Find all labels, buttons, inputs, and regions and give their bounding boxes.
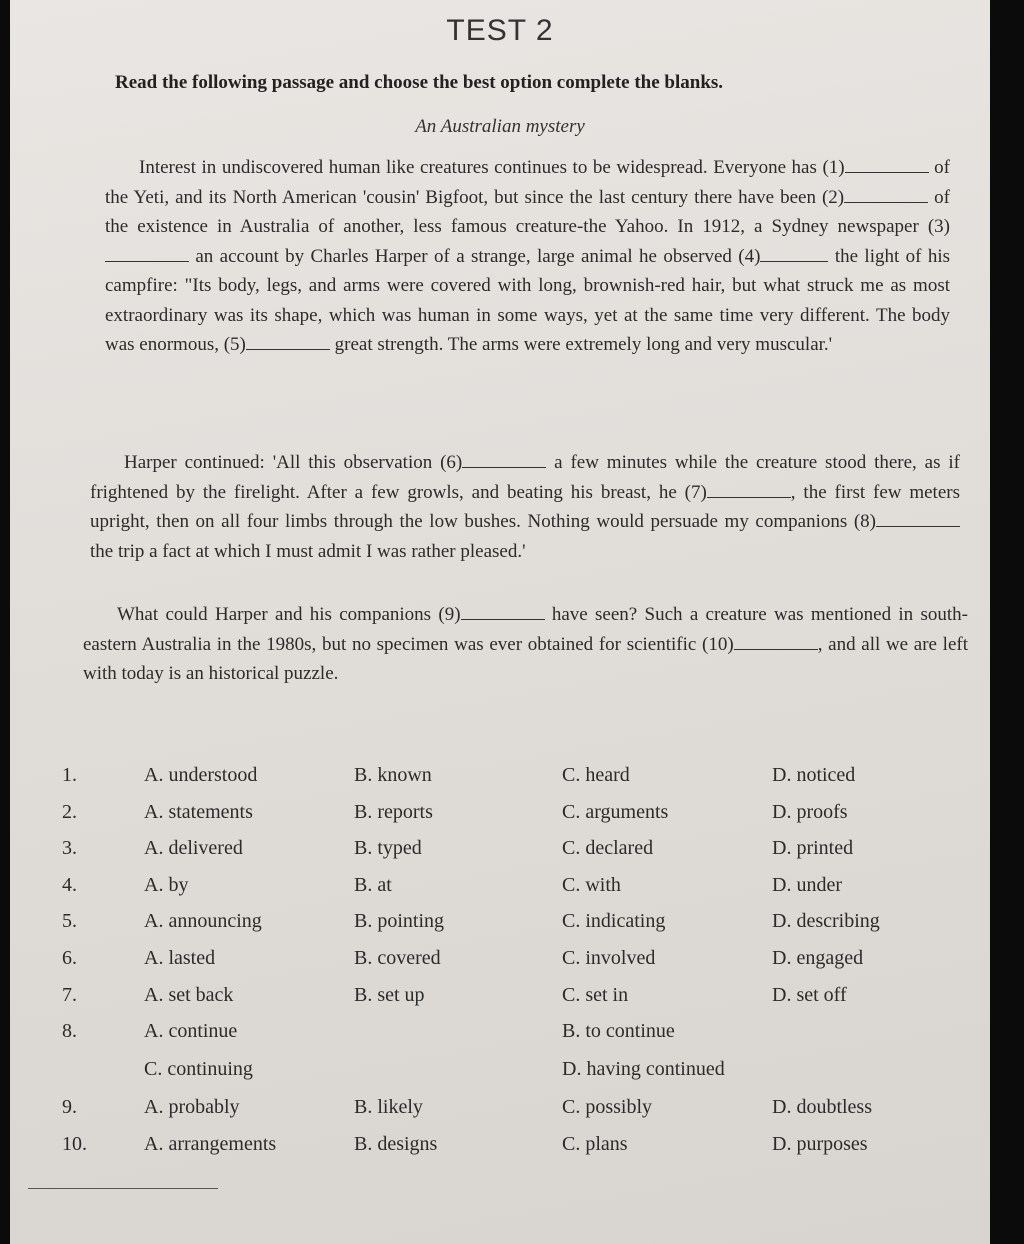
option-d[interactable]: D. doubtless: [772, 1096, 872, 1119]
option-a[interactable]: A. lasted: [144, 946, 216, 969]
question-number: 1.: [62, 764, 77, 786]
question-row: [62, 801, 962, 838]
blank-7[interactable]: [707, 483, 791, 498]
option-b[interactable]: B. set up: [354, 983, 425, 1006]
blank-8[interactable]: [876, 512, 960, 527]
option-c[interactable]: C. with: [562, 873, 621, 896]
question-number: 9.: [62, 1096, 77, 1119]
option-c[interactable]: C. continuing: [144, 1058, 253, 1081]
option-b[interactable]: B. known: [354, 764, 432, 786]
passage-paragraph-2: Harper continued: 'All this observation (6) a few minutes while the creature stood there, as if frightened by the firelight. After a few growls, and beating his breast, he (7) , the first few meters upright, then on all four limbs through the low bushes. Nothing would persuade my companions (8) the trip a fact at which I must admit I was rather pleased.': [90, 452, 960, 562]
option-c[interactable]: C. plans: [562, 1132, 628, 1155]
options-list: [62, 764, 962, 1169]
option-a[interactable]: A. statements: [144, 800, 253, 823]
blank-5[interactable]: [246, 335, 330, 350]
question-number: 7.: [62, 983, 77, 1006]
question-row: [62, 874, 962, 911]
question-number: 8.: [62, 1020, 77, 1043]
blank-2[interactable]: [844, 188, 928, 203]
option-d[interactable]: D. printed: [772, 837, 854, 860]
blank-4[interactable]: [760, 247, 828, 262]
option-d[interactable]: D. proofs: [772, 800, 848, 823]
question-row: [62, 1133, 962, 1170]
option-d[interactable]: D. under: [772, 873, 842, 896]
option-d[interactable]: D. engaged: [772, 946, 864, 969]
option-a[interactable]: A. set back: [144, 983, 234, 1006]
blank-9[interactable]: [461, 605, 545, 620]
option-c[interactable]: C. involved: [562, 946, 656, 969]
blank-10[interactable]: [734, 635, 818, 650]
test-page: [10, 0, 990, 1244]
question-number: 3.: [62, 837, 77, 860]
option-a[interactable]: A. announcing: [144, 910, 262, 933]
option-b[interactable]: B. at: [354, 873, 392, 896]
question-number: 5.: [62, 910, 77, 933]
question-row: [62, 764, 962, 801]
question-row: [62, 1020, 962, 1058]
question-number: 6.: [62, 946, 77, 969]
passage-paragraph-1: Interest in undiscovered human like creatures continues to be widespread. Everyone has (1) of the Yeti, and its North American 'cousin' Bigfoot, but since the last century there have been (2) of the existence in Australia of another, less famous creature-the Yahoo. In 1912, a Sydney newspaper (3) an account by Charles Harper of a strange, large animal he observed (4) the light of his campfire: "Its body, legs, and arms were covered with long, brownish-red hair, but what struck me as most extraordinary was its shape, which was human in some ways, yet at the same time very different. The body was enormous, (5) great strength. The arms were extremely long and very muscular.': [105, 157, 950, 355]
footer-divider: [28, 1188, 218, 1189]
option-c[interactable]: C. possibly: [562, 1096, 653, 1119]
page-title: TEST 2: [446, 14, 554, 47]
option-d[interactable]: D. noticed: [772, 764, 856, 786]
option-d[interactable]: D. describing: [772, 910, 880, 933]
option-a[interactable]: A. delivered: [144, 837, 243, 860]
option-c[interactable]: C. declared: [562, 837, 654, 860]
option-c[interactable]: C. indicating: [562, 910, 666, 933]
question-row: [62, 984, 962, 1021]
blank-6[interactable]: [462, 453, 546, 468]
option-b[interactable]: B. pointing: [354, 910, 445, 933]
question-row: [62, 910, 962, 947]
instruction: Read the following passage and choose the best option complete the blanks.: [115, 72, 724, 93]
question-number: 10.: [62, 1132, 87, 1155]
option-b[interactable]: B. typed: [354, 837, 422, 860]
question-number: 2.: [62, 800, 77, 823]
option-a[interactable]: A. by: [144, 873, 189, 896]
option-d[interactable]: D. set off: [772, 983, 847, 1006]
option-b[interactable]: B. to continue: [562, 1020, 675, 1043]
blank-1[interactable]: [845, 158, 929, 173]
option-a[interactable]: A. continue: [144, 1020, 238, 1043]
question-row: [62, 837, 962, 874]
option-c[interactable]: C. heard: [562, 764, 630, 786]
option-b[interactable]: B. likely: [354, 1096, 423, 1119]
option-a[interactable]: A. probably: [144, 1096, 240, 1119]
question-row: [62, 947, 962, 984]
question-row: [62, 1096, 962, 1133]
blank-3[interactable]: [105, 247, 189, 262]
option-a[interactable]: A. understood: [144, 764, 258, 786]
option-c[interactable]: C. arguments: [562, 800, 669, 823]
option-b[interactable]: B. designs: [354, 1132, 438, 1155]
option-a[interactable]: A. arrangements: [144, 1132, 277, 1155]
option-b[interactable]: B. covered: [354, 946, 441, 969]
passage-paragraph-3: What could Harper and his companions (9) have seen? Such a creature was mentioned in south-eastern Australia in the 1980s, but no specimen was ever obtained for scientific (10) , and all we are left with today is an historical puzzle.: [83, 604, 968, 684]
question-number: 4.: [62, 873, 77, 896]
option-d[interactable]: D. purposes: [772, 1132, 868, 1155]
option-d[interactable]: D. having continued: [562, 1058, 725, 1081]
passage-title: An Australian mystery: [415, 116, 585, 137]
question-row-continued: [62, 1058, 962, 1096]
option-c[interactable]: C. set in: [562, 983, 629, 1006]
option-b[interactable]: B. reports: [354, 800, 433, 823]
